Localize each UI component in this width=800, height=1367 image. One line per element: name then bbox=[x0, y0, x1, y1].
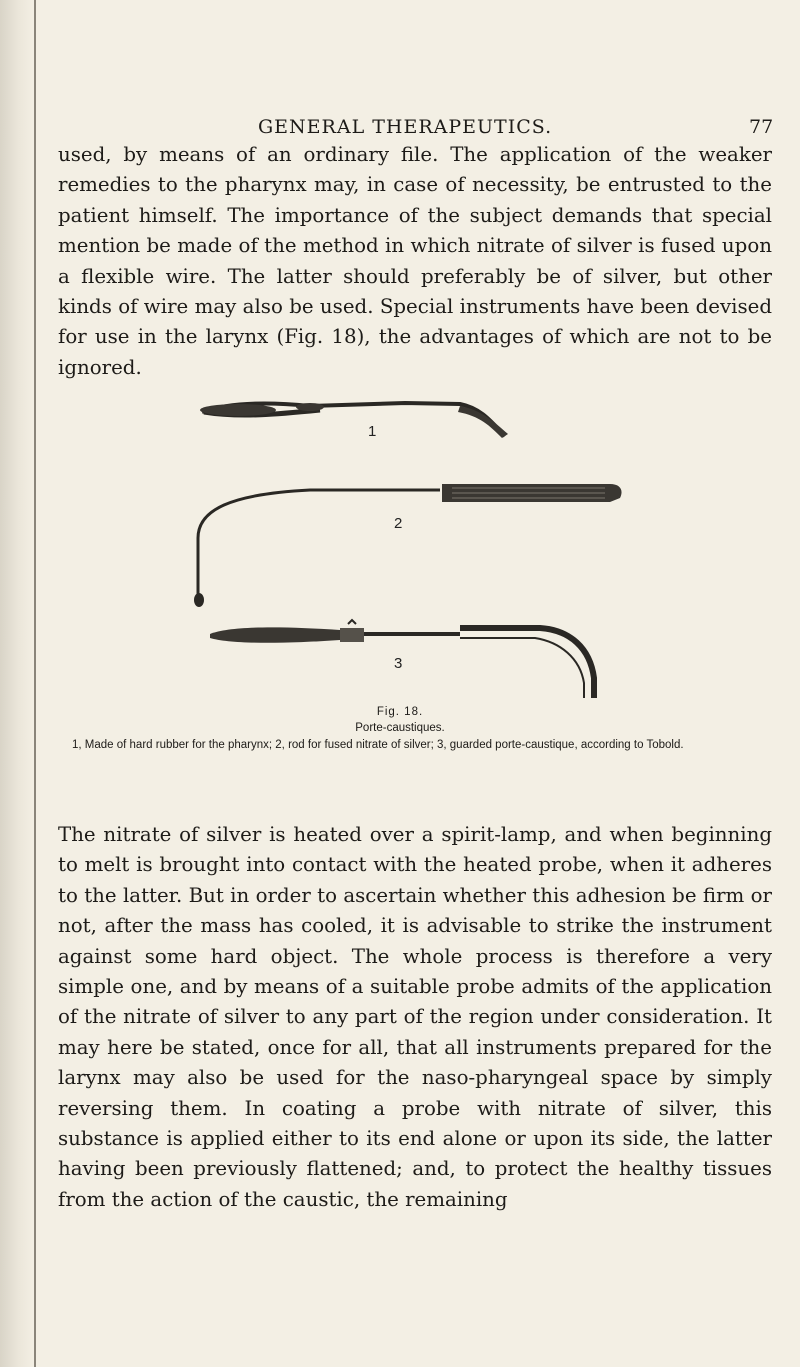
instrument-label-1: 1 bbox=[368, 423, 377, 440]
page-number: 77 bbox=[749, 116, 774, 138]
page-header bbox=[0, 116, 800, 142]
book-spine-shadow bbox=[0, 0, 34, 1367]
figure-number: Fig. 18. bbox=[376, 706, 424, 718]
figure-title: Porte-caustiques. bbox=[355, 722, 445, 734]
page-edge-line bbox=[34, 0, 36, 1367]
instrument-label-3: 3 bbox=[394, 655, 403, 672]
instrument-label-2: 2 bbox=[394, 515, 403, 532]
porte-caustiques-figure bbox=[190, 398, 650, 698]
body-paragraph-2: The nitrate of silver is heated over a spirit-lamp, and when beginning to melt is brought into contact with the heated probe, when it adheres to the latter. But in order to ascertain whether this adhesion be firm or not, after the mass has cooled, it is advisable to strike the instrument against some hard object. The whole process is therefore a very simple one, and by means of a suitable probe admits of the application of the nitrate of silver to any part of the region under consideration. It may here be stated, once for all, that all instruments prepared for the larynx may also be used for the naso-pharyngeal space by simply reversing them. In coating a probe with nitrate of silver, this substance is applied either to its end alone or upon its side, the latter having been previously flattened; and, to protect the healthy tissues from the action of the caustic, the remaining bbox=[58, 823, 772, 1211]
running-head: GENERAL THERAPEUTICS. bbox=[258, 116, 553, 138]
body-paragraph-1: used, by means of an ordinary file. The application of the weaker remedies to the pharynx may, in case of necessity, be entrusted to the patient himself. The importance of the subject demands that special mention be made of the method in which nitrate of silver is fused upon a flexible wire. The latter should preferably be of silver, but other kinds of wire may also be used. Special instruments have been devised for use in the larynx (Fig. 18), the advantages of which are not to be ignored. bbox=[58, 143, 772, 379]
instrument-2-nitrate-rod bbox=[194, 484, 622, 607]
instrument-1-rubber-probe bbox=[200, 403, 508, 438]
figure-caption: 1, Made of hard rubber for the pharynx; 2, rod for fused nitrate of silver; 3, guarded porte-caustique, according to Tobold. bbox=[72, 739, 684, 751]
